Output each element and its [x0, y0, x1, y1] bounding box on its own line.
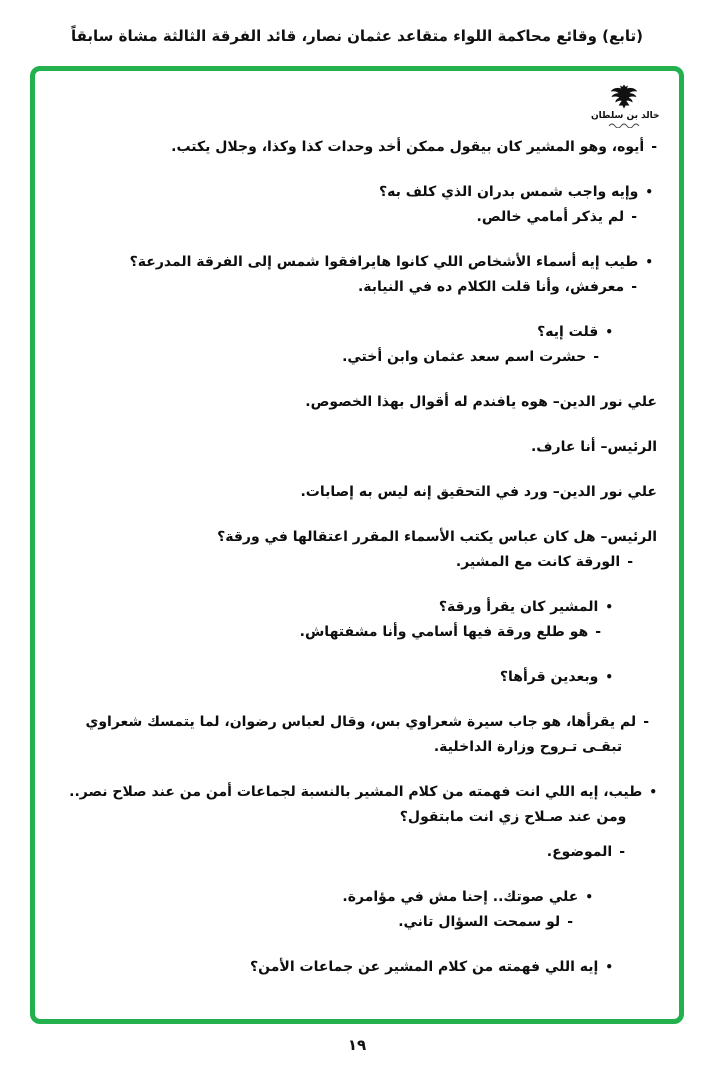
line-text: الموضوع.	[546, 844, 613, 860]
bullet-marker: •	[605, 960, 613, 974]
line-text: الورقة كانت مع المشير.	[455, 554, 621, 570]
transcript-item	[59, 275, 657, 300]
transcript-item	[59, 480, 657, 505]
transcript-item	[59, 250, 657, 275]
bullet-marker: •	[585, 890, 593, 904]
transcript-line	[59, 205, 624, 230]
transcript-item	[59, 885, 657, 910]
transcript-line	[59, 910, 560, 935]
line-text: لم يقرأها، هو جاب سيرة شعراوي بس، وقال لعباس رضوان، لما يتمسك شعراوي تبقـى تـروح وزارة الداخلية.	[85, 714, 637, 755]
dash-marker: -	[631, 279, 637, 295]
transcript-item	[59, 135, 657, 160]
line-text: طيب إيه أسماء الأشخاص اللي كانوا هايرافقوا شمس إلى الفرقة المدرعة؟	[129, 254, 639, 270]
transcript-item	[59, 205, 657, 230]
transcript-item	[59, 710, 657, 760]
transcript-item	[59, 525, 657, 550]
bullet-marker: •	[605, 600, 613, 614]
stamp-name: خالد بن سلطان	[591, 111, 660, 121]
transcript-line	[59, 250, 638, 275]
bullet-marker: •	[649, 785, 657, 799]
line-text: طيب، إيه اللي انت فهمته من كلام المشير بالنسبة لجماعات أمن من عند صلاح نصر.. ومن عند صـلاح زي انت مابتقول؟	[69, 784, 643, 825]
speaker-name: علي نور الدين–	[552, 394, 657, 410]
bullet-marker: •	[645, 185, 653, 199]
line-text: وبعدين قرأها؟	[499, 669, 599, 685]
dash-marker: -	[595, 624, 601, 640]
line-text: معرفش، وأنا قلت الكلام ده في النيابة.	[357, 279, 625, 295]
transcript-line	[59, 710, 637, 760]
line-text: لم يذكر أمامي خالص.	[476, 209, 625, 225]
transcript-line	[59, 480, 657, 505]
transcript-item	[59, 840, 657, 865]
dash-marker: -	[627, 554, 633, 570]
transcript-line	[59, 275, 624, 300]
line-text: لو سمحت السؤال تاني.	[398, 914, 561, 930]
transcript-line	[59, 885, 578, 910]
transcript-line	[59, 525, 657, 550]
line-text: وإيه واجب شمس بدران الذي كلف به؟	[378, 184, 639, 200]
dash-marker: -	[631, 209, 637, 225]
transcript-line	[59, 665, 598, 690]
line-text: المشير كان يقرأ ورقة؟	[438, 599, 599, 615]
transcript-item	[59, 955, 657, 980]
line-text: ورد في التحقيق إنه ليس به إصابات.	[300, 484, 548, 500]
transcript-item	[59, 390, 657, 415]
transcript-line	[59, 390, 657, 415]
transcript-line	[59, 780, 643, 830]
dash-marker: -	[567, 914, 573, 930]
dash-marker: -	[619, 844, 625, 860]
transcript-item	[59, 620, 657, 645]
transcript	[35, 71, 679, 980]
speaker-name: علي نور الدين–	[552, 484, 657, 500]
green-border-frame	[30, 66, 684, 1024]
line-text: هو طلع ورقة فيها أسامي وأنا مشفتهاش.	[299, 624, 589, 640]
transcript-item	[59, 910, 657, 935]
line-text: هل كان عباس يكتب الأسماء المقرر اعتقالها في ورقة؟	[217, 529, 596, 545]
transcript-line	[59, 320, 598, 345]
line-text: أيوه، وهو المشير كان بيقول ممكن أخد وحدات كذا وكذا، وجلال يكتب.	[171, 139, 645, 155]
transcript-item	[59, 595, 657, 620]
transcript-line	[59, 435, 657, 460]
speaker-name: الرئيس–	[600, 529, 657, 545]
page-number: ١٩	[347, 1036, 367, 1054]
transcript-line	[59, 180, 638, 205]
transcript-line	[59, 345, 586, 370]
line-text: إيه اللي فهمته من كلام المشير عن جماعات الأمن؟	[250, 959, 599, 975]
line-text: أنا عارف.	[530, 439, 596, 455]
transcript-line	[59, 840, 612, 865]
transcript-item	[59, 550, 657, 575]
transcript-item	[59, 345, 657, 370]
transcript-line	[59, 595, 598, 620]
line-text: قلت إيه؟	[537, 324, 599, 340]
transcript-item	[59, 320, 657, 345]
dash-marker: -	[643, 714, 649, 730]
line-text: هوه يافندم له أقوال بهذا الخصوص.	[305, 394, 548, 410]
bullet-marker: •	[605, 325, 613, 339]
transcript-line	[59, 550, 620, 575]
line-text: علي صوتك.. إحنا مش في مؤامرة.	[342, 889, 579, 905]
bullet-marker: •	[605, 670, 613, 684]
transcript-item	[59, 665, 657, 690]
line-text: حشرت اسم سعد عثمان وابن أختي.	[342, 349, 587, 365]
speaker-name: الرئيس–	[600, 439, 657, 455]
dash-marker: -	[593, 349, 599, 365]
transcript-item	[59, 435, 657, 460]
bullet-marker: •	[645, 255, 653, 269]
transcript-item	[59, 780, 657, 830]
transcript-line	[59, 620, 588, 645]
transcript-line	[59, 135, 644, 160]
transcript-line	[59, 955, 598, 980]
page-header-title: (تابع) وقائع محاكمة اللواء متقاعد عثمان نصار، قائد الفرقة الثالثة مشاة سابقاً	[70, 27, 644, 45]
dash-marker: -	[651, 139, 657, 155]
transcript-item	[59, 180, 657, 205]
